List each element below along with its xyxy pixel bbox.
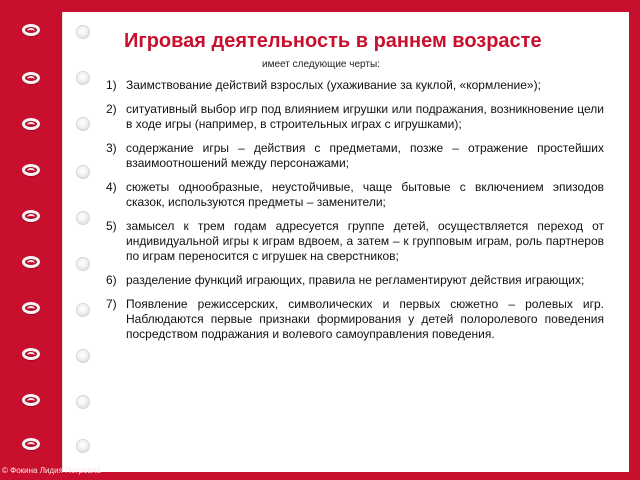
binder-ring: [22, 302, 40, 314]
list-item-number: 4): [106, 180, 117, 194]
features-list: [104, 78, 604, 351]
punch-hole: [77, 304, 89, 316]
punch-hole: [77, 440, 89, 452]
punch-holes: [72, 0, 102, 480]
binder-ring: [22, 118, 40, 130]
list-item: [104, 180, 604, 210]
list-item: [104, 141, 604, 171]
list-item-number: 1): [106, 78, 117, 92]
binder-ring: [22, 256, 40, 268]
list-item-text: Появление режиссерских, символических и первых сюжетно – ролевых игр. Наблюдаются первые признаки формирования у детей полоролевого поведения посредством подражания и волевого самоуправления поведения.: [126, 297, 604, 341]
punch-hole: [77, 212, 89, 224]
binder-ring: [22, 164, 40, 176]
list-item: [104, 78, 604, 93]
list-item-number: 6): [106, 273, 117, 287]
punch-hole: [77, 72, 89, 84]
list-item-text: разделение функций играющих, правила не регламентируют действия играющих;: [126, 273, 585, 287]
punch-hole: [77, 166, 89, 178]
punch-hole: [77, 258, 89, 270]
binder-ring: [22, 438, 40, 450]
binder-ring: [22, 394, 40, 406]
binder-rings: [0, 0, 60, 480]
binder-ring: [22, 210, 40, 222]
binder-ring: [22, 348, 40, 360]
list-item: [104, 102, 604, 132]
list-item: [104, 273, 604, 288]
list-item-number: 2): [106, 102, 117, 116]
slide-title: Игровая деятельность в раннем возрасте: [124, 30, 542, 52]
list-item-text: сюжеты однообразные, неустойчивые, чаще бытовые с включением эпизодов сказок, используются предметы – заменители;: [126, 180, 604, 209]
list-item-number: 5): [106, 219, 117, 233]
punch-hole: [77, 350, 89, 362]
list-item: [104, 297, 604, 342]
binder-ring: [22, 72, 40, 84]
list-item-text: Заимствование действий взрослых (ухаживание за куклой, «кормление»);: [126, 78, 541, 92]
slide-subtitle: имеет следующие черты:: [262, 59, 380, 70]
author-credit: © Фокина Лидия Петровна: [2, 466, 101, 475]
list-item-number: 3): [106, 141, 117, 155]
list-item-text: замысел к трем годам адресуется группе детей, осуществляется переход от индивидуальной игры к играм вдвоем, а затем – к групповым играм, роль партнеров по играм переносится с игрушек на сверстников;: [126, 219, 604, 263]
binder-ring: [22, 24, 40, 36]
list-item-number: 7): [106, 297, 117, 311]
list-item: [104, 219, 604, 264]
punch-hole: [77, 396, 89, 408]
list-item-text: содержание игры – действия с предметами, позже – отражение простейших взаимоотношений между персонажами;: [126, 141, 604, 170]
punch-hole: [77, 26, 89, 38]
punch-hole: [77, 118, 89, 130]
list-item-text: ситуативный выбор игр под влиянием игрушки или подражания, возникновение цели в ходе игры (например, в строительных играх с игрушками);: [126, 102, 604, 131]
